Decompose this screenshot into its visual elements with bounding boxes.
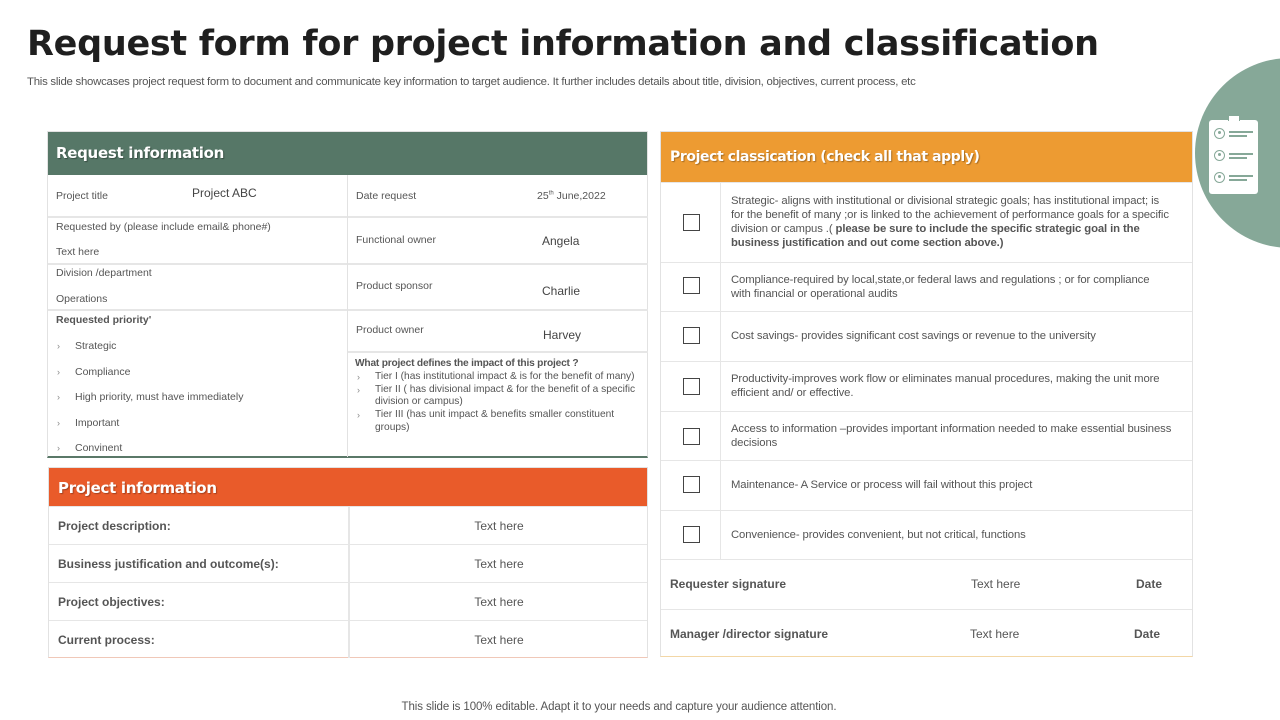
division-label: Division /department <box>56 267 152 279</box>
classification-item-compliance <box>661 262 1192 311</box>
product-owner-label: Product owner <box>356 324 424 336</box>
project-objectives-label: Project objectives: <box>58 595 165 609</box>
requested-by-label: Requested by (please include email& phone#) <box>56 221 271 233</box>
maintenance-checkbox[interactable] <box>683 476 700 493</box>
row-divider <box>348 263 648 265</box>
request-information-header: Request information <box>48 132 647 175</box>
chevron-right-icon: › <box>57 443 60 453</box>
row-divider <box>48 216 347 218</box>
classification-text: Cost savings- provides significant cost savings or revenue to the university <box>731 330 1096 342</box>
chevron-right-icon: › <box>57 418 60 428</box>
productivity-checkbox[interactable] <box>683 378 700 395</box>
row-divider <box>348 216 648 218</box>
checkbox-cell <box>661 362 721 411</box>
classification-text: Maintenance- A Service or process will fail without this project <box>731 479 1033 491</box>
requester-signature-date[interactable]: Date <box>1136 577 1163 591</box>
business-justification-label: Business justification and outcome(s): <box>58 557 279 571</box>
impact-tier-item[interactable] <box>355 371 645 384</box>
manager-signature-value[interactable]: Text here <box>970 627 1020 641</box>
date-suffix: th <box>548 190 554 197</box>
classification-item-cost-savings <box>661 311 1192 361</box>
impact-tier-item[interactable] <box>355 409 645 435</box>
person-line-icon <box>1214 172 1254 184</box>
product-owner-value[interactable]: Harvey <box>543 328 582 342</box>
functional-owner-value[interactable]: Angela <box>542 234 580 248</box>
date-day: 25 <box>537 190 549 202</box>
access-information-checkbox[interactable] <box>683 428 700 445</box>
requester-signature-label: Requester signature <box>670 577 787 591</box>
business-justification-value[interactable]: Text here <box>474 557 524 571</box>
table-row <box>49 506 647 544</box>
impact-tier-text: Tier I (has institutional impact & is for the benefit of many) <box>375 370 635 382</box>
classification-text: Productivity-improves work flow or eliminates manual procedures, making the unit more efficient and/ or effective. <box>731 373 1160 399</box>
project-description-value[interactable]: Text here <box>474 519 524 533</box>
project-classification-panel <box>660 131 1193 657</box>
row-divider <box>48 309 347 311</box>
requester-signature-row <box>661 559 1192 609</box>
clipboard-clip-icon <box>1228 115 1240 121</box>
table-row <box>49 582 647 620</box>
page-subtitle: This slide showcases project request form to document and communicate key information to target audience. It further includes details about title, division, objectives, current process, etc <box>27 76 916 88</box>
impact-tier-text: Tier III (has unit impact & benefits smaller constituent groups) <box>375 409 615 433</box>
chevron-right-icon: › <box>357 384 360 395</box>
cost-savings-checkbox[interactable] <box>683 327 700 344</box>
checkbox-cell <box>661 461 721 510</box>
priority-item[interactable]: Strategic <box>75 340 117 352</box>
manager-signature-label: Manager /director signature <box>670 627 829 641</box>
convenience-checkbox[interactable] <box>683 526 700 543</box>
project-objectives-value[interactable]: Text here <box>474 595 524 609</box>
chevron-right-icon: › <box>57 341 60 351</box>
impact-section <box>355 358 645 435</box>
row-divider <box>348 309 648 311</box>
person-line-icon <box>1214 128 1254 140</box>
classification-text-regular: Strategic- aligns with institutional or divisional strategic goals; has institutional impact; is for the benefit of many ;or is linked to the achievement of performance goals for a specific division or campus .( <box>731 195 1169 235</box>
priority-item[interactable]: Important <box>75 417 120 429</box>
checkbox-cell <box>661 312 721 361</box>
checkbox-cell <box>661 412 721 460</box>
functional-owner-label: Functional owner <box>356 234 436 246</box>
project-information-header: Project information <box>49 468 647 506</box>
impact-question: What project defines the impact of this project ? <box>355 358 579 369</box>
classification-text <box>731 194 1172 250</box>
priority-item[interactable]: Compliance <box>75 366 131 378</box>
row-divider <box>348 351 648 353</box>
chevron-right-icon: › <box>357 371 360 382</box>
classification-item-maintenance <box>661 460 1192 510</box>
checkbox-cell <box>661 183 721 262</box>
clipboard-people-icon <box>1209 120 1258 194</box>
date-request-value[interactable] <box>537 190 606 202</box>
checkbox-cell <box>661 511 721 559</box>
impact-tier-text: Tier II ( has divisional impact & for the benefit of a specific division or campus) <box>375 383 636 408</box>
project-classification-header: Project classication (check all that apply) <box>661 132 1192 182</box>
classification-text: Convenience- provides convenient, but not critical, functions <box>731 529 1026 541</box>
requester-signature-value[interactable]: Text here <box>971 577 1021 591</box>
manager-signature-date[interactable]: Date <box>1134 627 1161 641</box>
chevron-right-icon: › <box>57 392 60 402</box>
manager-signature-row <box>661 609 1192 659</box>
requested-priority-label: Requested priority' <box>56 314 152 326</box>
date-rest: June,2022 <box>553 190 606 202</box>
page-title: Request form for project information and classification <box>27 24 1099 64</box>
checkbox-cell <box>661 263 721 311</box>
classification-item-access-information <box>661 411 1192 460</box>
project-information-panel <box>48 467 648 658</box>
date-request-label: Date request <box>356 190 417 202</box>
person-line-icon <box>1214 150 1254 162</box>
product-sponsor-value[interactable]: Charlie <box>542 284 581 298</box>
classification-item-convenience <box>661 510 1192 559</box>
current-process-value[interactable]: Text here <box>474 633 524 647</box>
priority-item[interactable]: High priority, must have immediately <box>75 391 244 403</box>
classification-text: Access to information –provides important information needed to make essential business decisions <box>731 423 1172 449</box>
row-divider <box>48 263 347 265</box>
chevron-right-icon: › <box>357 410 360 421</box>
table-row <box>49 544 647 582</box>
project-title-value[interactable]: Project ABC <box>192 186 257 200</box>
footer-note: This slide is 100% editable. Adapt it to your needs and capture your audience attention. <box>401 701 837 713</box>
table-row <box>49 620 647 658</box>
classification-text-bold: please be sure to include the specific strategic goal in the business justification and out come section above.) <box>731 223 1140 249</box>
project-title-label: Project title <box>56 190 108 202</box>
classification-text: Compliance-required by local,state,or federal laws and regulations ; or for compliance with financial or operational audits <box>731 274 1150 300</box>
product-sponsor-label: Product sponsor <box>356 280 433 292</box>
request-information-panel <box>47 131 648 458</box>
classification-item-productivity <box>661 361 1192 411</box>
priority-item[interactable]: Convinent <box>75 442 123 454</box>
chevron-right-icon: › <box>57 367 60 377</box>
project-description-label: Project description: <box>58 519 171 533</box>
strategic-checkbox[interactable] <box>683 214 700 231</box>
division-value[interactable]: Operations <box>56 293 108 305</box>
request-information-body <box>48 175 647 457</box>
compliance-checkbox[interactable] <box>683 277 700 294</box>
current-process-label: Current process: <box>58 633 155 647</box>
classification-item-strategic <box>661 182 1192 262</box>
requested-by-value[interactable]: Text here <box>56 246 100 258</box>
impact-tier-item[interactable] <box>355 384 645 410</box>
